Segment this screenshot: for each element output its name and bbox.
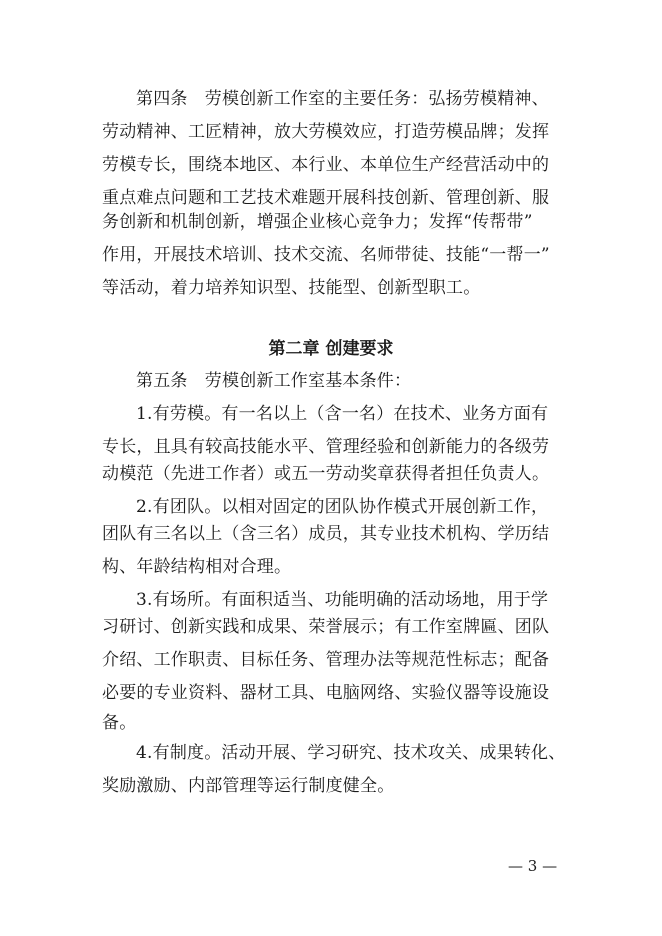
item-2-line-1: 2.有团队。以相对固定的团队协作模式开展创新工作， bbox=[136, 497, 549, 517]
item-3-line-3: 介绍、工作职责、目标任务、管理办法等规范性标志；配备 bbox=[102, 650, 550, 670]
article-4-line-6: 作用，开展技术培训、技术交流、名师带徒、技能“一帮一” bbox=[102, 245, 550, 265]
item-1-line-3: 动模范（先进工作者）或五一劳动奖章获得者担任负责人。 bbox=[102, 464, 550, 484]
article-4-line-4: 重点难点问题和工艺技术难题开展科技创新、管理创新、服 bbox=[102, 188, 550, 208]
item-4-line-2: 奖励激励、内部管理等运行制度健全。 bbox=[102, 776, 395, 796]
article-4-line-2: 劳动精神、工匠精神，放大劳模效应，打造劳模品牌；发挥 bbox=[102, 122, 550, 142]
article-4-line-7: 等活动，着力培养知识型、技能型、创新型职工。 bbox=[102, 278, 481, 298]
item-1-line-1: 1.有劳模。有一名以上（含一名）在技术、业务方面有 bbox=[136, 404, 549, 424]
article-5-intro: 第五条 劳模创新工作室基本条件： bbox=[136, 371, 412, 391]
item-3-line-1: 3.有场所。有面积适当、功能明确的活动场地，用于学 bbox=[136, 590, 549, 610]
item-2-line-2: 团队有三名以上（含三名）成员，其专业技术机构、学历结 bbox=[102, 524, 550, 544]
item-3-line-2: 习研讨、创新实践和成果、荣誉展示；有工作室牌匾、团队 bbox=[102, 617, 550, 637]
article-4-line-5: 务创新和机制创新，增强企业核心竞争力；发挥“传帮带” bbox=[102, 212, 533, 232]
item-3-line-4: 必要的专业资料、器材工具、电脑网络、实验仪器等设施设 bbox=[102, 683, 550, 703]
article-4-line-3: 劳模专长，围绕本地区、本行业、本单位生产经营活动中的 bbox=[102, 155, 550, 175]
article-4-line-1: 第四条 劳模创新工作室的主要任务：弘扬劳模精神、 bbox=[136, 89, 549, 109]
item-1-line-2: 专长，且具有较高技能水平、管理经验和创新能力的各级劳 bbox=[102, 437, 550, 457]
item-4-line-1: 4.有制度。活动开展、学习研究、技术攻关、成果转化、 bbox=[136, 743, 566, 763]
chapter-heading: 第二章 创建要求 bbox=[268, 339, 394, 359]
item-3-line-5: 备。 bbox=[102, 713, 137, 733]
item-2-line-3: 构、年龄结构相对合理。 bbox=[102, 557, 292, 577]
page-number: — 3 — bbox=[508, 857, 558, 875]
